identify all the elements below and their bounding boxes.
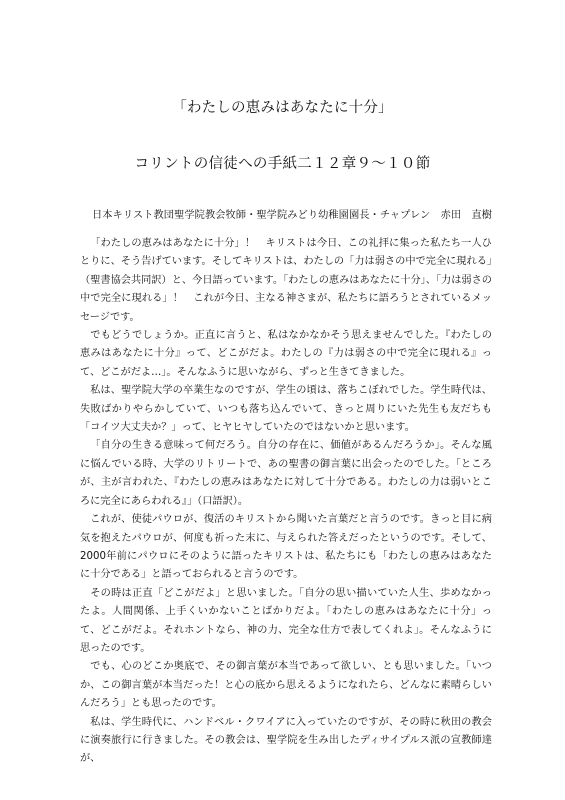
paragraph: でもどうでしょうか。正直に言うと、私はなかなかそう思えませんでした。『わたしの恵みはあなたに十分』って、どこがだよ。わたしの『力は弱さの中で完全に現れる』って、どこがだよ…」。そんなふうに思いながら、ずっと生きてきました。 (80, 330, 492, 378)
sermon-title: 「わたしの恵みはあなたに十分」 (172, 100, 393, 116)
scripture-reference: コリントの信徒への手紙二１２章９～１０節 (134, 156, 431, 172)
paragraph: 「わたしの恵みはあなたに十分」！ キリストは今日、この礼拝に集った私たち一人ひとりに、そう告げています。そしてキリストは、わたしの「力は弱さの中で完全に現れる」（聖書協会共同訳）と、今日語っています。「わたしの恵みはあなたに十分」、「力は弱さの中で完全に現れる」！ これが今日、主なる神さまが、私たちに語ろうとされているメッセージです。 (80, 238, 492, 323)
paragraph: 私は、聖学院大学の卒業生なのですが、学生の頃は、落ちこぼれでした。学生時代は、失敗ばかりやらかしていて、いつも落ち込んでいて、きっと周りにいた先生も友だちも「コイツ大丈夫か？」って、ヒヤヒヤしていたのではないかと思います。 (80, 385, 492, 434)
sermon-body (80, 235, 492, 769)
paragraph: でも、心のどこか奥底で、その御言葉が本当であって欲しい、とも思いました。「いつか、この御言葉が本当だった！と心の底から思えるようになれたら、どんなに素晴らしいんだろう」とも思ったのです。 (80, 661, 492, 710)
author-line: 日本キリスト教団聖学院教会牧師・聖学院みどり幼稚園園長・チャプレン 赤田 直樹 (92, 210, 493, 221)
paragraph: 私は、学生時代に、ハンドベル・クワイアに入っていたのですが、その時に秋田の教会に演奏旅行に行きました。その教会は、聖学院を生み出したディサイプルス派の宣教師達が、 (80, 716, 492, 765)
paragraph: 「自分の生きる意味って何だろう。自分の存在に、価値があるんだろうか」。そんな風に悩んでいる時、大学のリトリートで、あの聖書の御言葉に出会ったのでした。「ところが、主が言われた、『わたしの恵みはあなたに対して十分である。わたしの力は弱いところに完全にあらわれる』」（口語訳）。 (80, 440, 492, 507)
paragraph: その時は正直「どこがだよ」と思いました。「自分の思い描いていた人生、歩めなかったよ。人間関係、上手くいかないことばかりだよ。「わたしの恵みはあなたに十分」って、どこがだよ。それホントなら、神の力、完全な仕方で表してくれよ」。そんなふうに思ったのです。 (80, 587, 492, 654)
paragraph: これが、使徒パウロが、復活のキリストから聞いた言葉だと言うのです。きっと目に病気を抱えたパウロが、何度も祈った末に、与えられた答えだったというのです。そして、2000年前にパウロにそのように語ったキリストは、私たちにも「わたしの恵みはあなたに十分である」と語っておられると言うのです。 (80, 514, 492, 581)
